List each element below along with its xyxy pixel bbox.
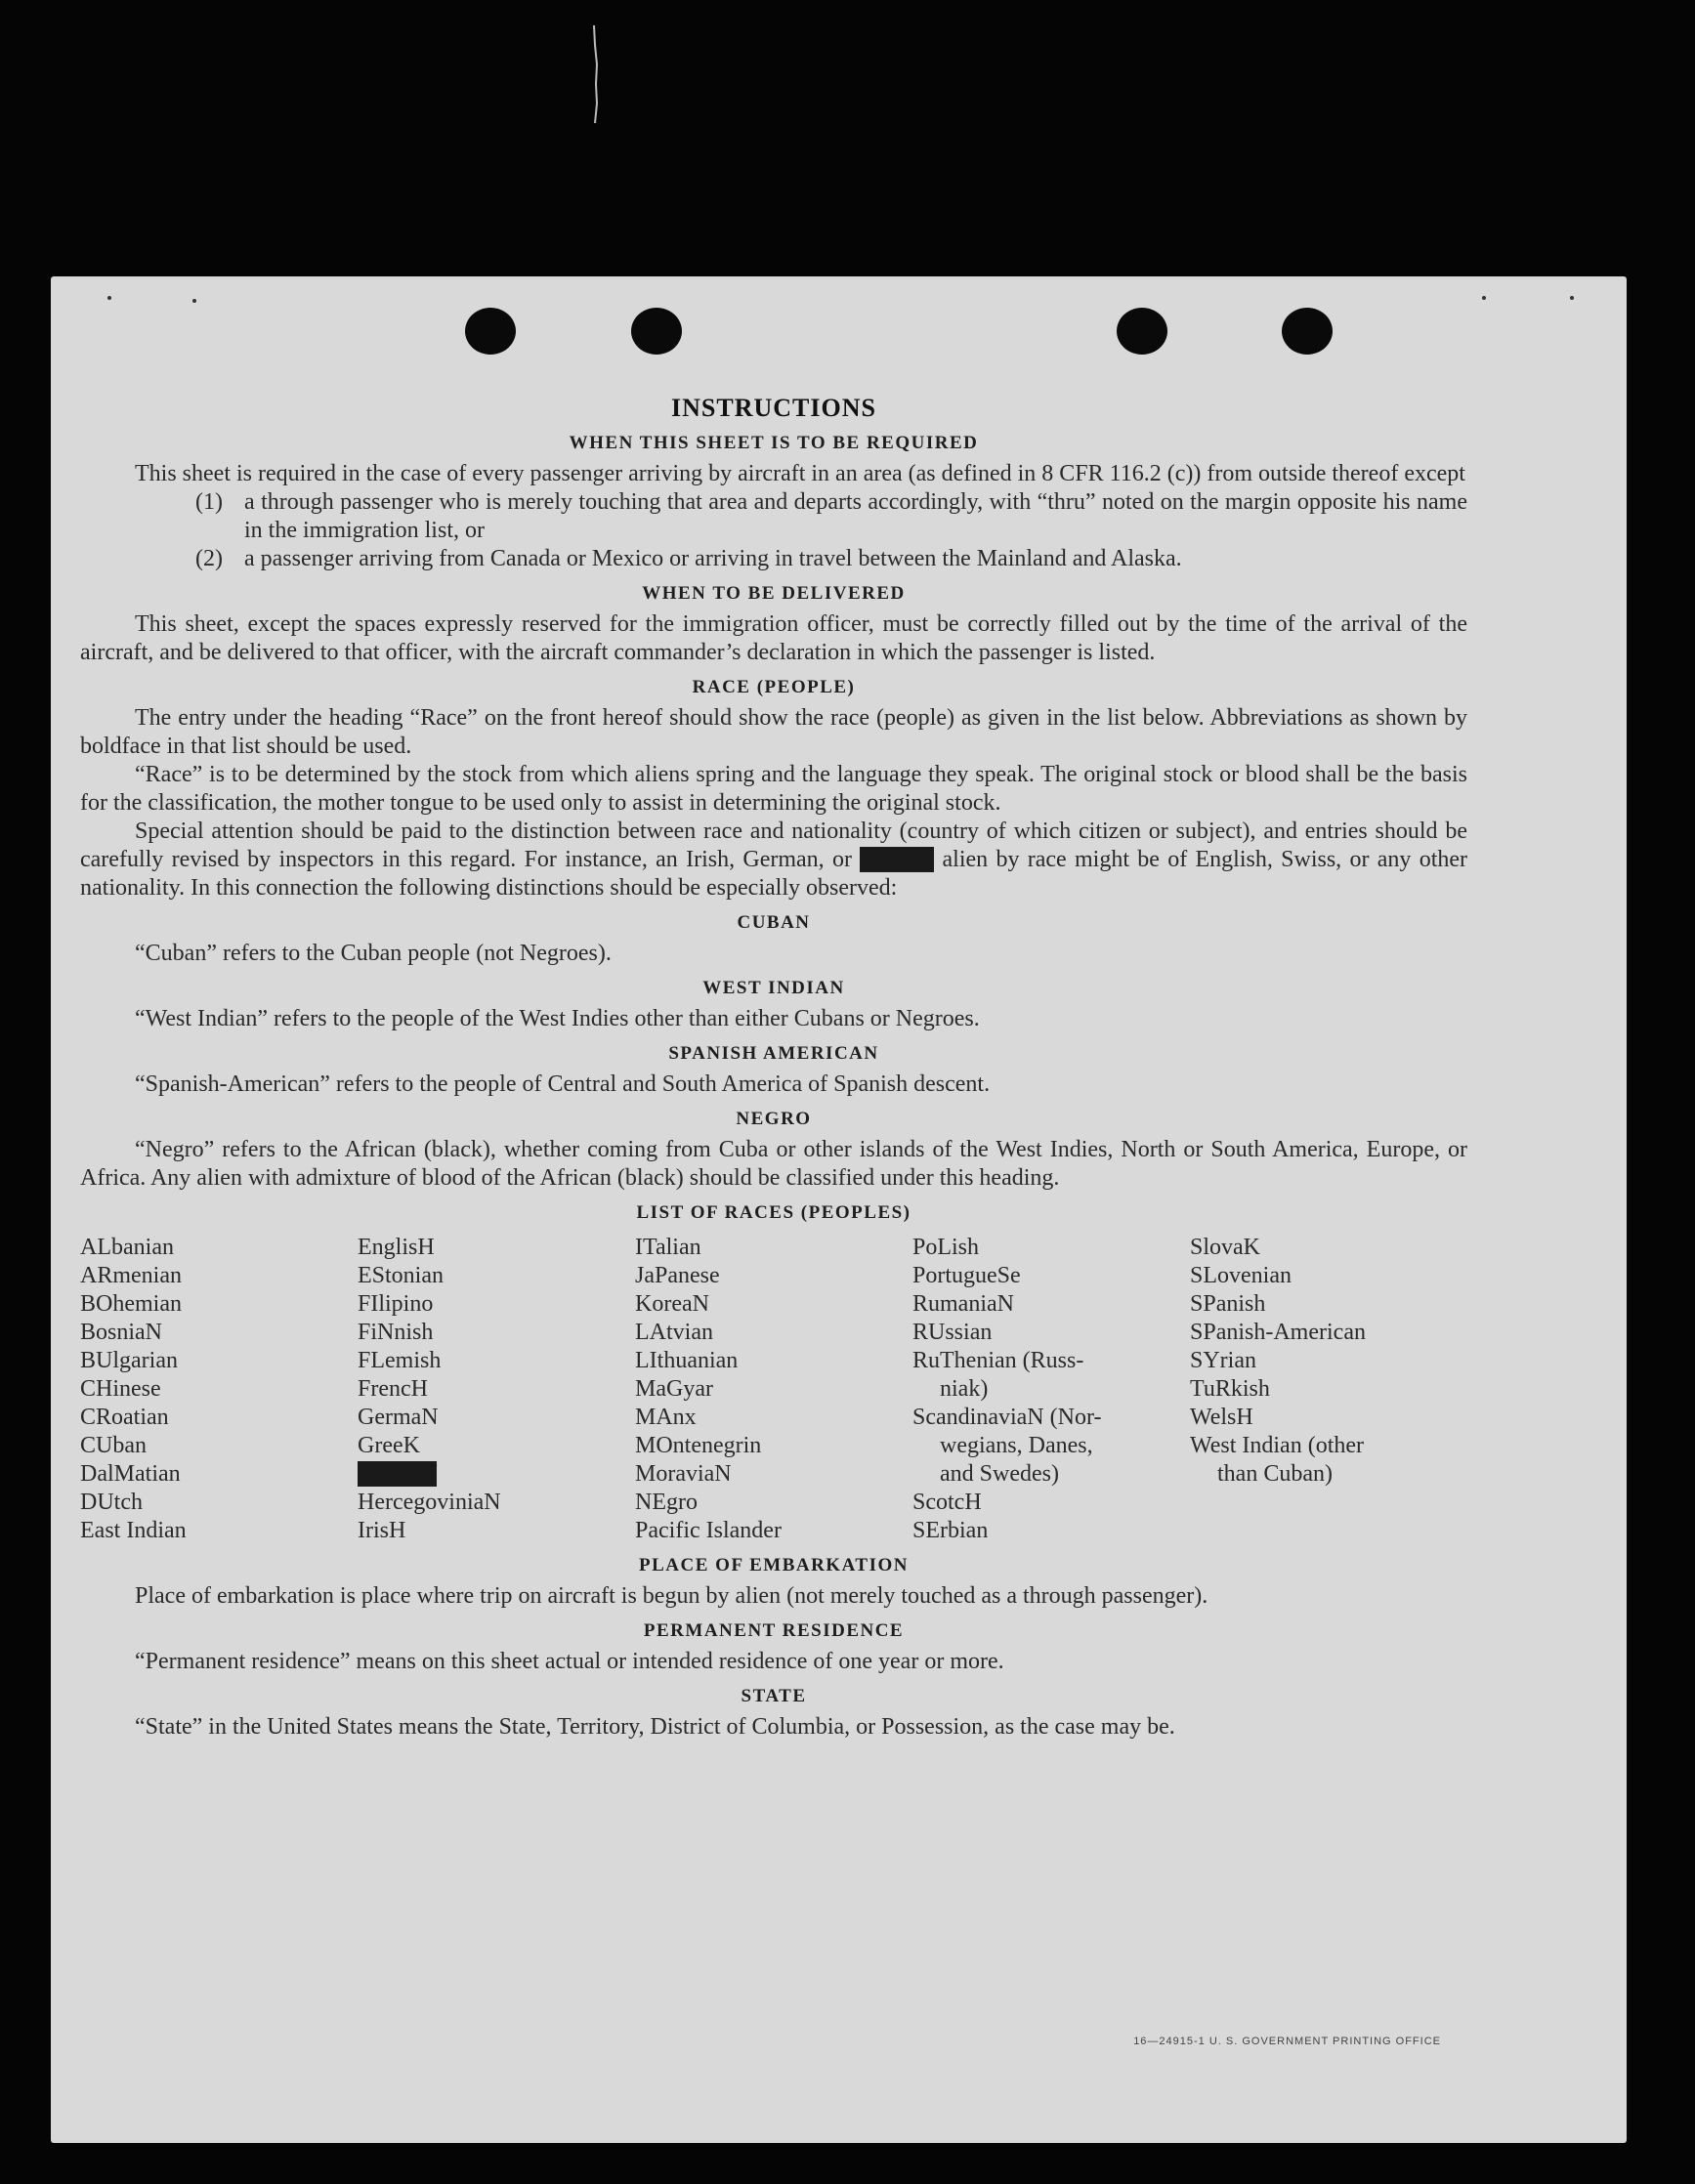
instructions-content: [80, 394, 1467, 1742]
struck-word: HebreW: [358, 1461, 438, 1487]
heading-spanish-american: SPANISH AMERICAN: [668, 1043, 879, 1064]
negro-body: “Negro” refers to the African (black), whether coming from Cuba or other islands of the West Indies, North or South America, Europe, or Africa. Any alien with admixture of blood of the African (black) should be classified under this heading.: [80, 1137, 1467, 1191]
item-text: a through passenger who is merely touching that area and departs accordingly, with “thru” noted on the margin opposite his name in the immigration list, or: [244, 489, 1467, 543]
heading-required: WHEN THIS SHEET IS TO BE REQUIRED: [569, 433, 979, 453]
item-number: (2): [195, 546, 223, 571]
punch-hole: [465, 308, 516, 355]
race-entry: IrisH: [358, 1518, 406, 1543]
races-column-1: [80, 1234, 358, 1545]
race-entry: RumaniaN: [912, 1291, 1014, 1317]
list-item: [195, 488, 1467, 545]
race-entry: CRoatian: [80, 1405, 169, 1430]
spanish-american-body: “Spanish-American” refers to the people of Central and South America of Spanish descent.: [135, 1071, 991, 1097]
heading-state: STATE: [741, 1686, 807, 1706]
race-entry: CUban: [80, 1433, 147, 1458]
race-entry: niak): [940, 1376, 989, 1402]
race-entry: West Indian (other: [1190, 1433, 1365, 1458]
race-entry: and Swedes): [940, 1461, 1059, 1487]
race-entry: Pacific Islander: [635, 1518, 782, 1543]
race-entry: EnglisH: [358, 1235, 435, 1260]
state-body: “State” in the United States means the State, Territory, District of Columbia, or Possession, as the case may be.: [135, 1714, 1175, 1740]
race-paragraph-3b: alien by race might be of English, Swiss, or any other nationality. In this connection the following distinctions should be especially observed:: [80, 847, 1468, 901]
race-entry: ScotcH: [912, 1490, 982, 1515]
race-entry: ALbanian: [80, 1235, 174, 1260]
races-column-2: [358, 1234, 635, 1545]
race-entry: FIlipino: [358, 1291, 434, 1317]
race-paragraph-1: The entry under the heading “Race” on the front hereof should show the race (people) as given in the list below. Abbreviations as shown by boldface in that list should be used.: [80, 705, 1467, 759]
punch-hole: [631, 308, 682, 355]
races-column-3: [635, 1234, 912, 1545]
race-entry: ITalian: [635, 1235, 701, 1260]
race-entry: MAnx: [635, 1405, 697, 1430]
race-entry: MOntenegrin: [635, 1433, 762, 1458]
race-paragraph-3a: Special attention should be paid to the distinction between race and nationality (country of which citizen or subject), and entries should be carefully revised by inspectors in this regard. For instance, an Irish, German, or: [80, 819, 1467, 872]
heading-negro: NEGRO: [736, 1109, 812, 1129]
race-entry: SlovaK: [1190, 1235, 1260, 1260]
heading-residence: PERMANENT RESIDENCE: [643, 1620, 905, 1641]
race-entry-struck: [358, 1460, 635, 1489]
race-entry: KoreaN: [635, 1291, 709, 1317]
race-entry: SErbian: [912, 1518, 989, 1543]
item-text: a passenger arriving from Canada or Mexico or arriving in travel between the Mainland and Alaska.: [244, 546, 1182, 571]
speck: [1570, 296, 1574, 300]
heading-embarkation: PLACE OF EMBARKATION: [639, 1555, 909, 1575]
race-entry: PortugueSe: [912, 1263, 1021, 1288]
embarkation-body: Place of embarkation is place where trip on aircraft is begun by alien (not merely touched as a through passenger).: [135, 1583, 1208, 1609]
race-entry: FiNnish: [358, 1320, 434, 1345]
punch-hole: [1117, 308, 1167, 355]
race-entry: DUtch: [80, 1490, 143, 1515]
race-entry: MoraviaN: [635, 1461, 732, 1487]
race-entry: TuRkish: [1190, 1376, 1270, 1402]
race-entry: PoLish: [912, 1235, 980, 1260]
races-table: [80, 1234, 1467, 1545]
race-entry: RUssian: [912, 1320, 993, 1345]
race-entry: than Cuban): [1217, 1461, 1333, 1487]
race-entry: FLemish: [358, 1348, 442, 1373]
speck: [192, 299, 196, 303]
race-entry: JaPanese: [635, 1263, 720, 1288]
race-entry: MaGyar: [635, 1376, 713, 1402]
race-entry: SLovenian: [1190, 1263, 1292, 1288]
races-column-4: [912, 1234, 1190, 1545]
race-paragraph-2: “Race” is to be determined by the stock from which aliens spring and the language they speak. The original stock or blood shall be the basis for the classification, the mother tongue to be used only to assist in determining the original stock.: [80, 762, 1467, 816]
list-item: [195, 545, 1467, 573]
film-scratch: [592, 25, 598, 123]
speck: [107, 296, 111, 300]
heading-cuban: CUBAN: [737, 912, 811, 933]
race-paragraph-3: [80, 818, 1467, 903]
race-entry: CHinese: [80, 1376, 161, 1402]
heading-west-indian: WEST INDIAN: [702, 978, 845, 998]
required-body: This sheet is required in the case of every passenger arriving by aircraft in an area (as defined in 8 CFR 116.2 (c)) from outside thereof except: [135, 461, 1465, 486]
race-entry: GreeK: [358, 1433, 420, 1458]
race-entry: HercegoviniaN: [358, 1490, 501, 1515]
heading-races-list: LIST OF RACES (PEOPLES): [636, 1202, 911, 1223]
punch-hole: [1282, 308, 1333, 355]
west-indian-body: “West Indian” refers to the people of the West Indies other than either Cubans or Negroes.: [135, 1006, 980, 1031]
residence-body: “Permanent residence” means on this sheet actual or intended residence of one year or more.: [135, 1649, 1004, 1674]
race-entry: East Indian: [80, 1518, 187, 1543]
delivered-body: This sheet, except the spaces expressly reserved for the immigration officer, must be correctly filled out by the time of the arrival of the aircraft, and be delivered to that officer, with the aircraft commander’s declaration in which the passenger is listed.: [80, 611, 1467, 665]
printing-office-code: 16—24915-1 U. S. GOVERNMENT PRINTING OFFICE: [1133, 2036, 1441, 2047]
race-entry: SYrian: [1190, 1348, 1256, 1373]
race-entry: BosniaN: [80, 1320, 162, 1345]
race-entry: RuThenian (Russ-: [912, 1348, 1084, 1373]
race-entry: SPanish-American: [1190, 1320, 1366, 1345]
instruction-sheet: [51, 276, 1627, 2143]
race-entry: NEgro: [635, 1490, 698, 1515]
race-entry: EStonian: [358, 1263, 444, 1288]
speck: [1482, 296, 1486, 300]
race-entry: GermaN: [358, 1405, 439, 1430]
heading-delivered: WHEN TO BE DELIVERED: [642, 583, 906, 604]
page-title: INSTRUCTIONS: [671, 394, 876, 422]
race-entry: ScandinaviaN (Nor-: [912, 1405, 1102, 1430]
race-entry: WelsH: [1190, 1405, 1253, 1430]
cuban-body: “Cuban” refers to the Cuban people (not Negroes).: [135, 941, 612, 966]
race-entry: LAtvian: [635, 1320, 713, 1345]
heading-race: RACE (PEOPLE): [692, 677, 856, 697]
race-entry: ARmenian: [80, 1263, 182, 1288]
race-entry: FrencH: [358, 1376, 428, 1402]
item-number: (1): [195, 489, 223, 515]
struck-word: Hebrew: [860, 847, 935, 872]
race-entry: SPanish: [1190, 1291, 1266, 1317]
race-entry: LIthuanian: [635, 1348, 739, 1373]
race-entry: DalMatian: [80, 1461, 181, 1487]
race-entry: BOhemian: [80, 1291, 182, 1317]
race-entry: BUlgarian: [80, 1348, 178, 1373]
race-entry: wegians, Danes,: [940, 1433, 1093, 1458]
races-column-5: [1190, 1234, 1467, 1545]
